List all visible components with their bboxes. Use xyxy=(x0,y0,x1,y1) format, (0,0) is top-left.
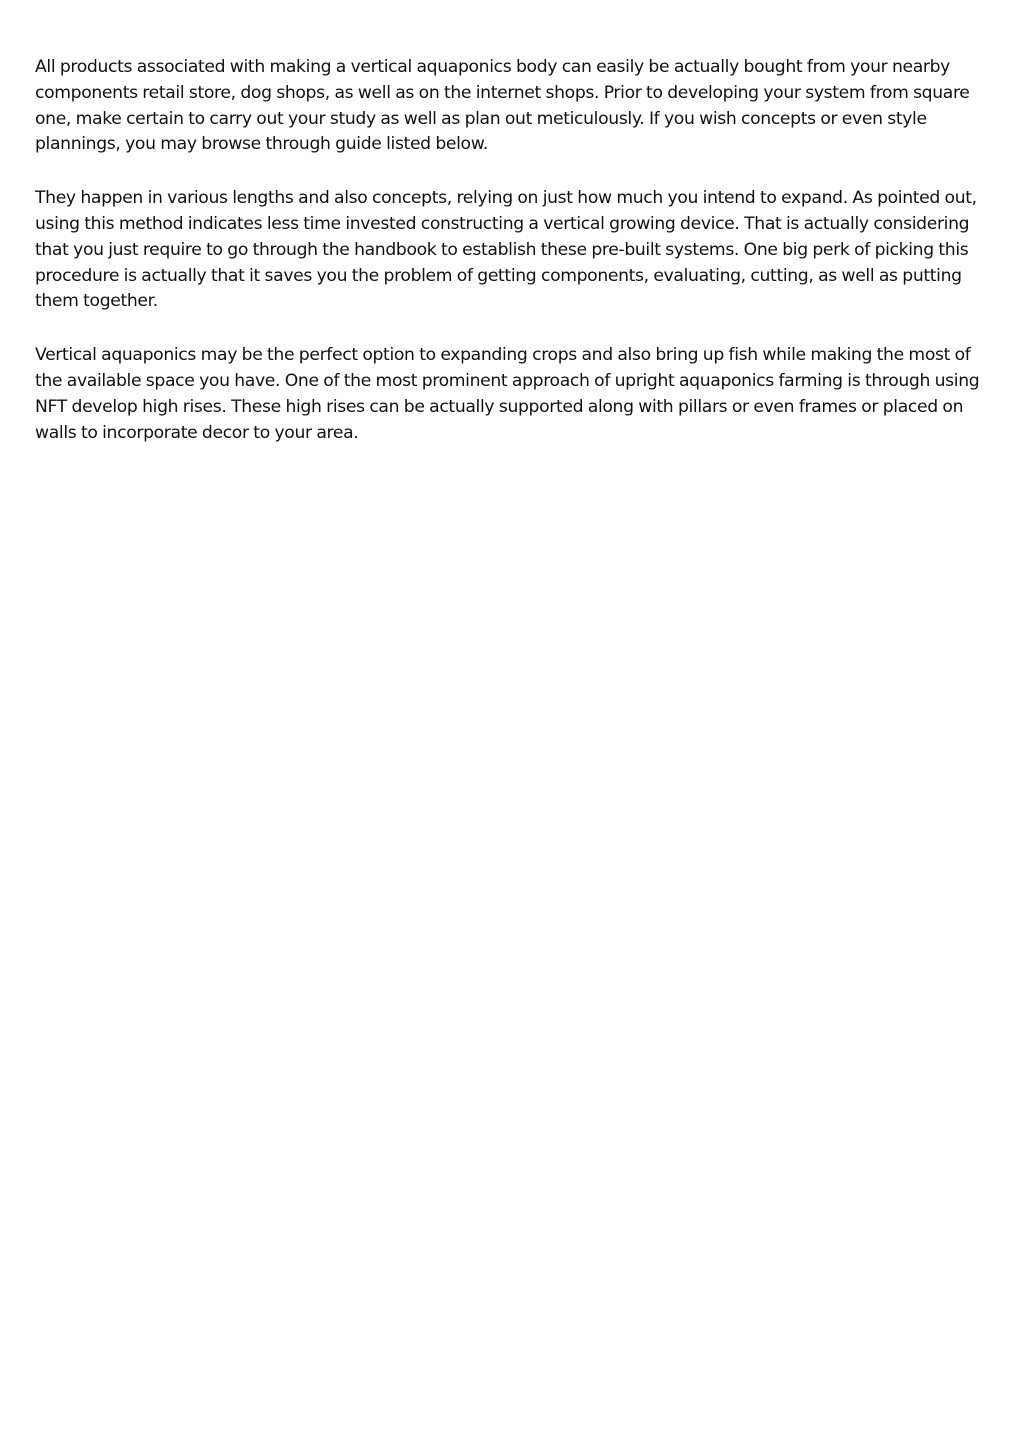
document-page xyxy=(35,55,993,474)
paragraph-3: Vertical aquaponics may be the perfect option to expanding crops and also bring up fish while making the most of the available space you have. One of the most prominent approach of upright aquaponics farming is through using NFT develop high rises. These high rises can be actually supported along with pillars or even frames or placed on walls to incorporate decor to your area. xyxy=(35,345,980,443)
paragraph-2: They happen in various lengths and also concepts, relying on just how much you intend to expand. As pointed out, using this method indicates less time invested constructing a vertical growing device. That is actually considering that you just require to go through the handbook to establish these pre-built systems. One big perk of picking this procedure is actually that it saves you the problem of getting components, evaluating, cutting, as well as putting them together. xyxy=(35,188,977,312)
paragraph-1: All products associated with making a vertical aquaponics body can easily be actually bought from your nearby components retail store, dog shops, as well as on the internet shops. Prior to developing your system from square one, make certain to carry out your study as well as plan out meticulously. If you wish concepts or even style plannings, you may browse through guide listed below. xyxy=(35,57,970,155)
